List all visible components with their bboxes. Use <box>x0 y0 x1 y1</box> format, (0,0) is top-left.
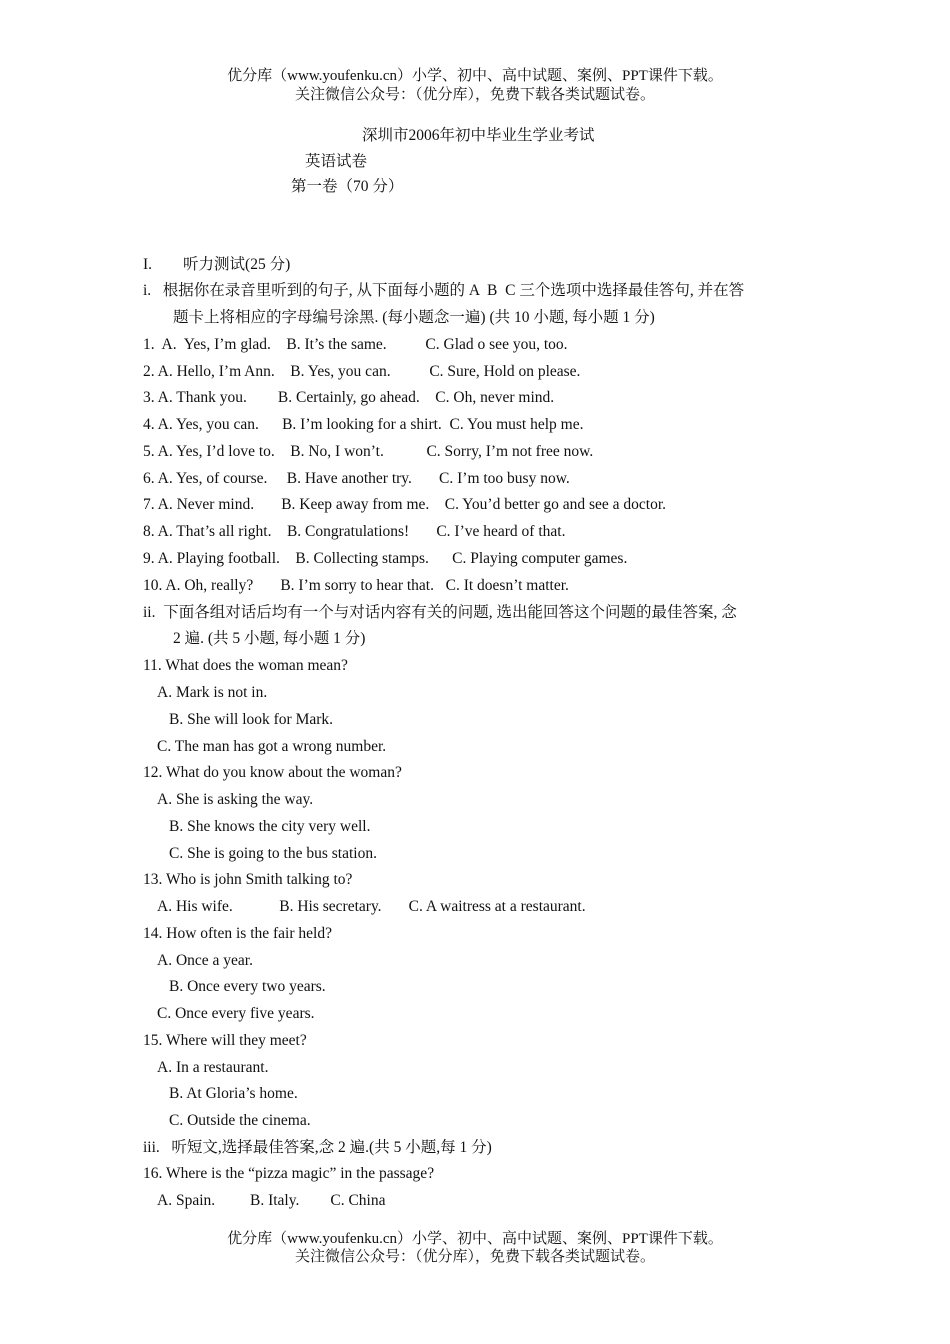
question-1: 1. A. Yes, I’m glad. B. It’s the same. C. Glad o see you, too. <box>143 336 568 353</box>
question-16-options: A. Spain. B. Italy. C. China <box>157 1192 386 1209</box>
subject-title: 英语试卷 <box>305 153 368 170</box>
question-7: 7. A. Never mind. B. Keep away from me. C. You’d better go and see a doctor. <box>143 496 667 513</box>
question-14-option-c: C. Once every five years. <box>157 1005 315 1022</box>
section-heading: I. 听力测试(25 分) <box>143 256 291 273</box>
question-12-option-a: A. She is asking the way. <box>157 791 314 808</box>
question-12-option-b: B. She knows the city very well. <box>169 818 371 835</box>
part-title: 第一卷（70 分） <box>291 178 404 195</box>
question-10: 10. A. Oh, really? B. I’m sorry to hear that. C. It doesn’t matter. <box>143 577 569 594</box>
question-11-option-a: A. Mark is not in. <box>157 684 268 701</box>
question-4: 4. A. Yes, you can. B. I’m looking for a shirt. C. You must help me. <box>143 416 584 433</box>
header-line-1: 优分库（www.youfenku.cn）小学、初中、高中试题、案例、PPT课件下载。 <box>227 68 723 84</box>
question-5: 5. A. Yes, I’d love to. B. No, I won’t. C. Sorry, I’m not free now. <box>143 443 594 460</box>
question-13: 13. Who is john Smith talking to? <box>143 871 353 888</box>
question-15-option-a: A. In a restaurant. <box>157 1059 269 1076</box>
instruction-i-line-1: i. 根据你在录音里听到的句子, 从下面每小题的 A B C 三个选项中选择最佳答句, 并在答 <box>143 282 745 299</box>
question-13-options: A. His wife. B. His secretary. C. A waitress at a restaurant. <box>157 898 586 915</box>
exam-title: 深圳市2006年初中毕业生学业考试 <box>362 127 595 144</box>
question-16: 16. Where is the “pizza magic” in the passage? <box>143 1165 435 1182</box>
instruction-iii: iii. 听短文,选择最佳答案,念 2 遍.(共 5 小题,每 1 分) <box>143 1139 492 1156</box>
question-14: 14. How often is the fair held? <box>143 925 332 942</box>
question-9: 9. A. Playing football. B. Collecting stamps. C. Playing computer games. <box>143 550 628 567</box>
question-6: 6. A. Yes, of course. B. Have another try. C. I’m too busy now. <box>143 470 570 487</box>
question-8: 8. A. That’s all right. B. Congratulations! C. I’ve heard of that. <box>143 523 566 540</box>
question-14-option-a: A. Once a year. <box>157 952 253 969</box>
question-11-option-b: B. She will look for Mark. <box>169 711 334 728</box>
question-12: 12. What do you know about the woman? <box>143 764 402 781</box>
instruction-ii-line-1: ii. 下面各组对话后均有一个与对话内容有关的问题, 选出能回答这个问题的最佳答案, 念 <box>143 604 737 621</box>
question-15-option-c: C. Outside the cinema. <box>169 1112 311 1129</box>
question-2: 2. A. Hello, I’m Ann. B. Yes, you can. C. Sure, Hold on please. <box>143 363 581 380</box>
header-line-2: 关注微信公众号：（优分库），免费下载各类试题试卷。 <box>294 87 655 103</box>
question-12-option-c: C. She is going to the bus station. <box>169 845 377 862</box>
question-11: 11. What does the woman mean? <box>143 657 348 674</box>
footer-line-1: 优分库（www.youfenku.cn）小学、初中、高中试题、案例、PPT课件下载。 <box>227 1231 723 1247</box>
instruction-i-line-2: 题卡上将相应的字母编号涂黑. (每小题念一遍) (共 10 小题, 每小题 1 分) <box>173 309 655 326</box>
question-14-option-b: B. Once every two years. <box>169 978 326 995</box>
question-15-option-b: B. At Gloria’s home. <box>169 1085 298 1102</box>
footer-line-2: 关注微信公众号：（优分库），免费下载各类试题试卷。 <box>294 1249 655 1265</box>
instruction-ii-line-2: 2 遍. (共 5 小题, 每小题 1 分) <box>173 630 366 647</box>
question-11-option-c: C. The man has got a wrong number. <box>157 738 387 755</box>
question-15: 15. Where will they meet? <box>143 1032 307 1049</box>
question-3: 3. A. Thank you. B. Certainly, go ahead. C. Oh, never mind. <box>143 389 555 406</box>
